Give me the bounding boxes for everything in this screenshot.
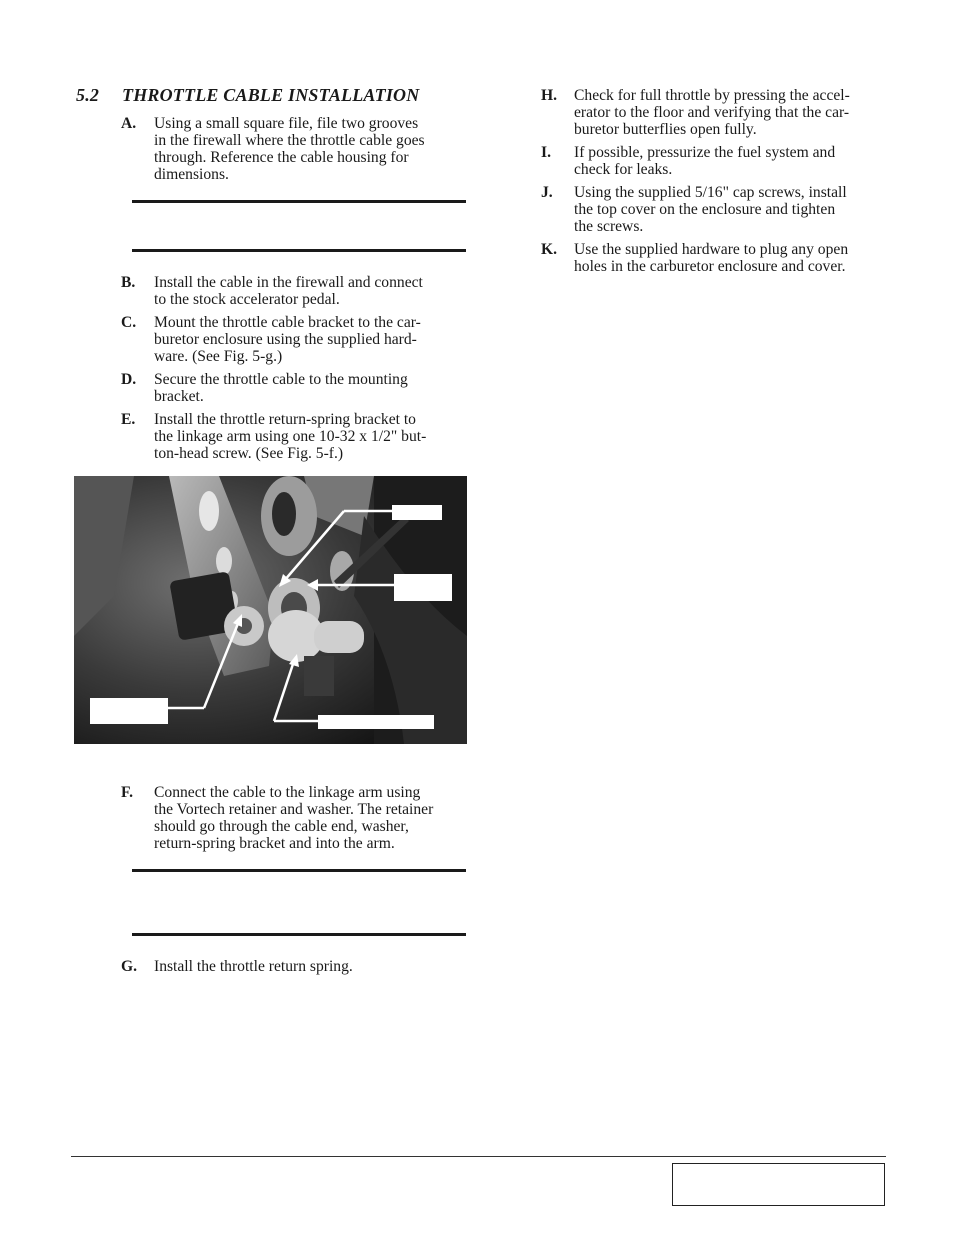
callout-label-box — [90, 698, 168, 724]
linkage-photo-image — [74, 476, 467, 744]
step-text — [154, 958, 469, 975]
step-text — [574, 144, 894, 178]
step-line: the linkage arm using one 10-32 x 1/2" but- — [154, 428, 427, 445]
step-label: G. — [121, 958, 138, 975]
step-line: ton-head screw. (See Fig. 5-f.) — [154, 445, 344, 462]
step-line: to the stock accelerator pedal. — [154, 291, 340, 308]
step-text — [154, 411, 469, 462]
step-label: K. — [541, 241, 558, 258]
step-line: erator to the floor and verifying that the car- — [574, 104, 850, 121]
step-label: A. — [121, 115, 137, 132]
step-line: in the firewall where the throttle cable goes — [154, 132, 425, 149]
step-text — [154, 274, 469, 308]
step-text — [574, 87, 894, 138]
step-line: holes in the carburetor enclosure and cover. — [574, 258, 846, 275]
step-line: return-spring bracket and into the arm. — [154, 835, 395, 852]
note-rule-top — [132, 869, 466, 872]
step-line: buretor butterflies open fully. — [574, 121, 757, 138]
step-line: through. Reference the cable housing for — [154, 149, 409, 166]
page-number-box — [672, 1163, 885, 1206]
step-line: Secure the throttle cable to the mounting — [154, 371, 408, 388]
step-line: Connect the cable to the linkage arm using — [154, 784, 421, 801]
step-label: C. — [121, 314, 137, 331]
step-label: B. — [121, 274, 136, 291]
section-title: THROTTLE CABLE INSTALLATION — [122, 85, 420, 105]
step-label: H. — [541, 87, 558, 104]
note-rule-bottom — [132, 249, 466, 252]
step-line: ware. (See Fig. 5-g.) — [154, 348, 283, 365]
step-line: check for leaks. — [574, 161, 673, 178]
step-text — [574, 184, 894, 235]
step-line: should go through the cable end, washer, — [154, 818, 409, 835]
callout-label-box — [318, 715, 434, 729]
step-label: I. — [541, 144, 551, 161]
step-line: bracket. — [154, 388, 204, 405]
step-text — [154, 371, 469, 405]
step-line: the screws. — [574, 218, 644, 235]
step-line: Mount the throttle cable bracket to the car- — [154, 314, 421, 331]
step-line: Install the throttle return spring. — [154, 958, 353, 975]
note-rule-top — [132, 200, 466, 203]
section-heading — [76, 85, 419, 106]
step-line: Using the supplied 5/16" cap screws, install — [574, 184, 847, 201]
step-line: the top cover on the enclosure and tighten — [574, 201, 836, 218]
step-text — [154, 784, 469, 852]
callout-label-box — [392, 505, 442, 520]
step-line: the Vortech retainer and washer. The retainer — [154, 801, 434, 818]
step-line: Use the supplied hardware to plug any open — [574, 241, 849, 258]
step-line: Check for full throttle by pressing the accel- — [574, 87, 850, 104]
footer-rule — [71, 1156, 886, 1157]
step-label: F. — [121, 784, 133, 801]
note-rule-bottom — [132, 933, 466, 936]
step-label: J. — [541, 184, 553, 201]
step-line: dimensions. — [154, 166, 229, 183]
step-text — [574, 241, 894, 275]
linkage-photo — [74, 476, 467, 744]
step-label: D. — [121, 371, 137, 388]
section-number: 5.2 — [76, 85, 100, 105]
step-line: Install the cable in the firewall and connect — [154, 274, 423, 291]
step-label: E. — [121, 411, 136, 428]
step-line: Install the throttle return-spring bracket to — [154, 411, 416, 428]
step-text — [154, 115, 469, 183]
step-text — [154, 314, 469, 365]
step-line: Using a small square file, file two grooves — [154, 115, 419, 132]
step-line: If possible, pressurize the fuel system and — [574, 144, 836, 161]
step-line: buretor enclosure using the supplied hard- — [154, 331, 417, 348]
callout-label-box — [394, 574, 452, 601]
